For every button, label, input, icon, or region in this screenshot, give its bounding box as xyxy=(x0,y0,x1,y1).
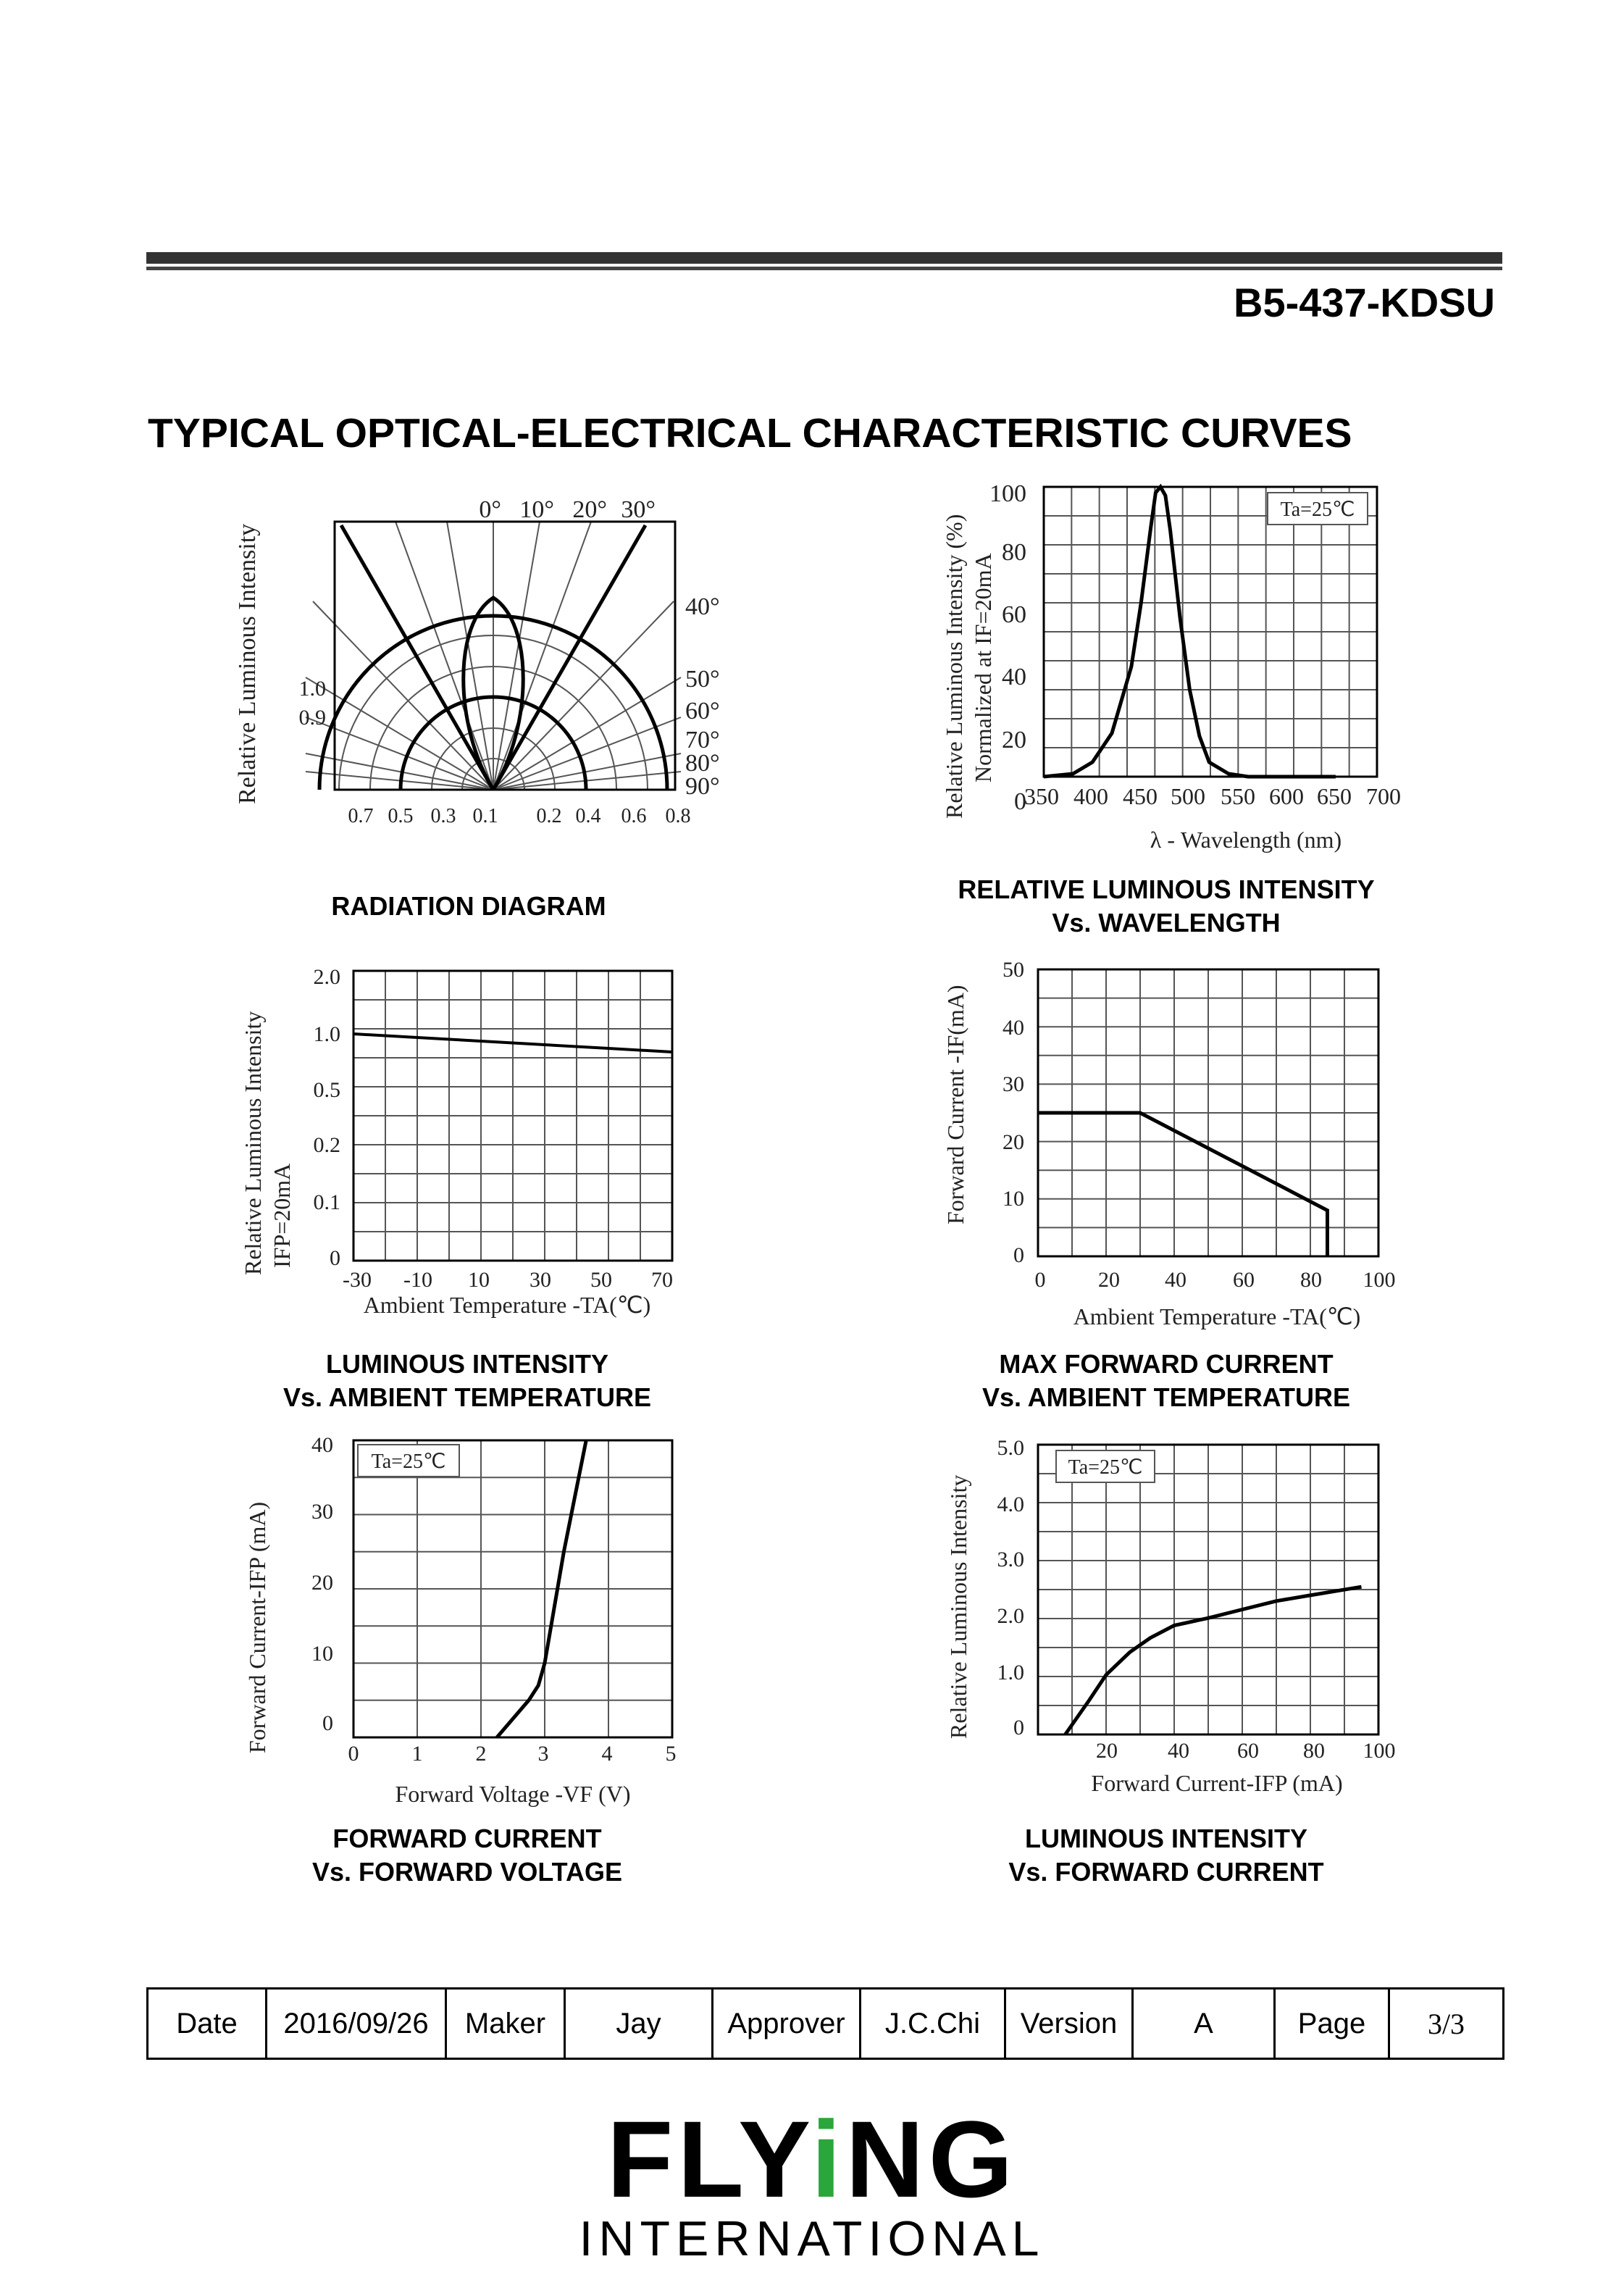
date-value: 2016/09/26 xyxy=(267,1989,446,2059)
y-tick-label: 0.2 xyxy=(313,1133,340,1157)
angle-label: 60° xyxy=(685,698,720,725)
fwd-voltage-caption xyxy=(250,1822,685,1889)
maker-value: Jay xyxy=(565,1989,713,2059)
x-tick-label: 0 xyxy=(348,1742,359,1766)
radiation-diagram xyxy=(234,485,753,848)
page-title: TYPICAL OPTICAL-ELECTRICAL CHARACTERISTIC CURVES xyxy=(148,410,1352,456)
company-logo: FLYiNG xyxy=(606,2098,1018,2220)
x-tick-label: 1 xyxy=(411,1742,423,1766)
x-tick-label: 100 xyxy=(1363,1268,1396,1292)
fwd-current-ylabel: Relative Luminous Intensity xyxy=(945,1474,971,1739)
header-rule-thin xyxy=(146,267,1502,270)
bottom-right-tick: 0.6 xyxy=(621,805,647,827)
y-tick-label: 20 xyxy=(311,1571,333,1595)
angle-label: 0° xyxy=(479,496,501,523)
x-tick-label: 10 xyxy=(468,1268,490,1292)
y-tick-label: 100 xyxy=(989,480,1026,507)
date-label: Date xyxy=(148,1989,267,2059)
angle-label: 30° xyxy=(621,496,656,523)
y-tick-label: 0 xyxy=(1013,1716,1024,1740)
x-tick-label: 100 xyxy=(1363,1739,1396,1763)
bottom-left-tick: 0.7 xyxy=(348,805,374,827)
angle-label: 20° xyxy=(572,496,607,523)
x-tick-label: -10 xyxy=(403,1268,432,1292)
angle-label: 70° xyxy=(685,727,720,753)
max-current-ylabel: Forward Current -IF(mA) xyxy=(942,985,968,1224)
x-tick-label: 5 xyxy=(665,1742,677,1766)
y-tick-label: 20 xyxy=(1002,727,1026,753)
y-tick-label: 30 xyxy=(311,1500,333,1524)
x-tick-label: 550 xyxy=(1221,783,1255,809)
y-tick-label: 2.0 xyxy=(313,965,340,989)
x-tick-label: 20 xyxy=(1098,1268,1120,1292)
bottom-right-tick: 0.2 xyxy=(536,805,562,827)
y-tick-label: 0.5 xyxy=(313,1078,340,1102)
temp-intensity-caption xyxy=(250,1348,685,1414)
caption-line: MAX FORWARD CURRENT xyxy=(999,1349,1334,1379)
x-tick-label: 400 xyxy=(1073,783,1108,809)
company-logo-subtitle: INTERNATIONAL xyxy=(579,2211,1045,2266)
fwd-voltage-chart xyxy=(239,1435,703,1811)
temp-intensity-ylabel2: IFP=20mA xyxy=(269,1163,295,1268)
approver-label: Approver xyxy=(713,1989,861,2059)
fwd-current-legend: Ta=25℃ xyxy=(1068,1456,1143,1479)
approver-value: J.C.Chi xyxy=(861,1989,1005,2059)
angle-label: 90° xyxy=(685,773,720,800)
fwd-current-caption xyxy=(949,1822,1384,1889)
x-tick-label: 2 xyxy=(475,1742,487,1766)
x-tick-label: 40 xyxy=(1168,1739,1189,1763)
x-tick-label: 3 xyxy=(537,1742,549,1766)
angle-label: 80° xyxy=(685,750,720,777)
x-tick-label: -30 xyxy=(343,1268,372,1292)
bottom-right-tick: 0.8 xyxy=(665,805,691,827)
bottom-left-tick: 0.1 xyxy=(472,805,498,827)
fwd-voltage-legend: Ta=25℃ xyxy=(371,1450,446,1473)
temp-intensity-chart xyxy=(239,964,703,1333)
radiation-ylabel: Relative Luminous Intensity xyxy=(234,523,261,804)
max-current-chart xyxy=(934,956,1420,1340)
bottom-left-tick: 0.5 xyxy=(388,805,414,827)
x-tick-label: 60 xyxy=(1237,1739,1259,1763)
y-tick-label: 1.0 xyxy=(313,1022,340,1046)
version-value: A xyxy=(1133,1989,1275,2059)
caption-line: RELATIVE LUMINOUS INTENSITY xyxy=(958,874,1375,904)
temp-intensity-ylabel1: Relative Luminous Intensity xyxy=(240,1011,266,1275)
x-tick-label: 80 xyxy=(1300,1268,1322,1292)
bottom-left-tick: 0.3 xyxy=(430,805,456,827)
x-tick-label: 30 xyxy=(530,1268,551,1292)
caption-line: Vs. FORWARD VOLTAGE xyxy=(311,1857,623,1887)
header-rule xyxy=(146,252,1502,264)
y-tick-label: 0 xyxy=(1014,788,1026,815)
y-tick-label: 60 xyxy=(1002,601,1026,628)
bottom-right-tick: 0.4 xyxy=(575,805,601,827)
page-label: Page xyxy=(1275,1989,1389,2059)
x-tick-label: 70 xyxy=(651,1268,673,1292)
x-tick-label: 0 xyxy=(1034,1268,1046,1292)
radiation-left-value: 1.0 xyxy=(298,677,326,701)
y-tick-label: 30 xyxy=(1003,1072,1024,1096)
y-tick-label: 2.0 xyxy=(997,1604,1024,1628)
y-tick-label: 20 xyxy=(1003,1130,1024,1154)
radiation-caption: RADIATION DIAGRAM xyxy=(331,891,606,921)
x-tick-label: 60 xyxy=(1233,1268,1255,1292)
caption-line: Vs. WAVELENGTH xyxy=(1052,908,1281,938)
angle-label: 10° xyxy=(519,496,554,523)
max-current-series-line xyxy=(1038,1113,1328,1256)
y-tick-label: 50 xyxy=(1003,958,1024,982)
y-tick-label: 40 xyxy=(1003,1016,1024,1040)
caption-line: FORWARD CURRENT xyxy=(332,1824,602,1853)
caption-line: LUMINOUS INTENSITY xyxy=(325,1349,608,1379)
temp-intensity-xlabel: Ambient Temperature -TA(℃) xyxy=(363,1292,651,1318)
maker-label: Maker xyxy=(446,1989,565,2059)
x-tick-label: 20 xyxy=(1096,1739,1118,1763)
fwd-current-chart xyxy=(934,1435,1420,1811)
wavelength-ylabel1: Relative Luminous Intensity (%) xyxy=(941,514,967,819)
page-value: 3/3 xyxy=(1389,1989,1504,2059)
y-tick-label: 4.0 xyxy=(997,1492,1024,1516)
angle-label: 50° xyxy=(685,666,720,693)
y-tick-label: 5.0 xyxy=(997,1436,1024,1460)
x-tick-label: 700 xyxy=(1366,783,1401,809)
y-tick-label: 0 xyxy=(330,1246,340,1270)
angle-label: 40° xyxy=(685,593,720,620)
wavelength-ylabel2: Normalized at IF=20mA xyxy=(970,553,996,782)
fwd-voltage-ylabel: Forward Current-IFP (mA) xyxy=(244,1501,270,1753)
max-current-xlabel: Ambient Temperature -TA(℃) xyxy=(1073,1303,1361,1329)
radiation-left-value: 0.9 xyxy=(298,706,326,730)
x-tick-label: 4 xyxy=(601,1742,613,1766)
y-tick-label: 1.0 xyxy=(997,1661,1024,1684)
fwd-current-series-line xyxy=(1066,1587,1362,1734)
wavelength-chart xyxy=(927,471,1434,877)
caption-line: LUMINOUS INTENSITY xyxy=(1024,1824,1307,1853)
x-tick-label: 450 xyxy=(1123,783,1158,809)
x-tick-label: 50 xyxy=(590,1268,612,1292)
fwd-current-xlabel: Forward Current-IFP (mA) xyxy=(1091,1770,1343,1796)
wavelength-caption xyxy=(949,873,1384,940)
caption-line: Vs. AMBIENT TEMPERATURE xyxy=(981,1382,1351,1412)
x-tick-label: 80 xyxy=(1303,1739,1325,1763)
y-tick-label: 10 xyxy=(1003,1187,1024,1211)
y-tick-label: 80 xyxy=(1002,539,1026,566)
x-tick-label: 40 xyxy=(1165,1268,1186,1292)
x-tick-label: 600 xyxy=(1269,783,1304,809)
y-tick-label: 40 xyxy=(1002,664,1026,690)
x-tick-label: 500 xyxy=(1171,783,1205,809)
y-tick-label: 0 xyxy=(322,1711,333,1735)
version-label: Version xyxy=(1005,1989,1133,2059)
y-tick-label: 3.0 xyxy=(997,1548,1024,1571)
x-tick-label: 650 xyxy=(1317,783,1352,809)
x-tick-label: 350 xyxy=(1024,783,1059,809)
y-tick-label: 0 xyxy=(1013,1243,1024,1267)
wavelength-legend: Ta=25℃ xyxy=(1280,498,1355,521)
max-current-caption xyxy=(949,1348,1384,1414)
part-number: B5-437-KDSU xyxy=(1234,280,1495,325)
fwd-voltage-xlabel: Forward Voltage -VF (V) xyxy=(395,1781,631,1807)
caption-line: Vs. AMBIENT TEMPERATURE xyxy=(282,1382,652,1412)
y-tick-label: 10 xyxy=(311,1642,333,1666)
y-tick-label: 40 xyxy=(311,1433,333,1457)
revision-table xyxy=(146,1987,1504,2060)
y-tick-label: 0.1 xyxy=(313,1190,340,1214)
wavelength-xlabel: λ - Wavelength (nm) xyxy=(1150,827,1342,853)
caption-line: Vs. FORWARD CURRENT xyxy=(1008,1857,1324,1887)
